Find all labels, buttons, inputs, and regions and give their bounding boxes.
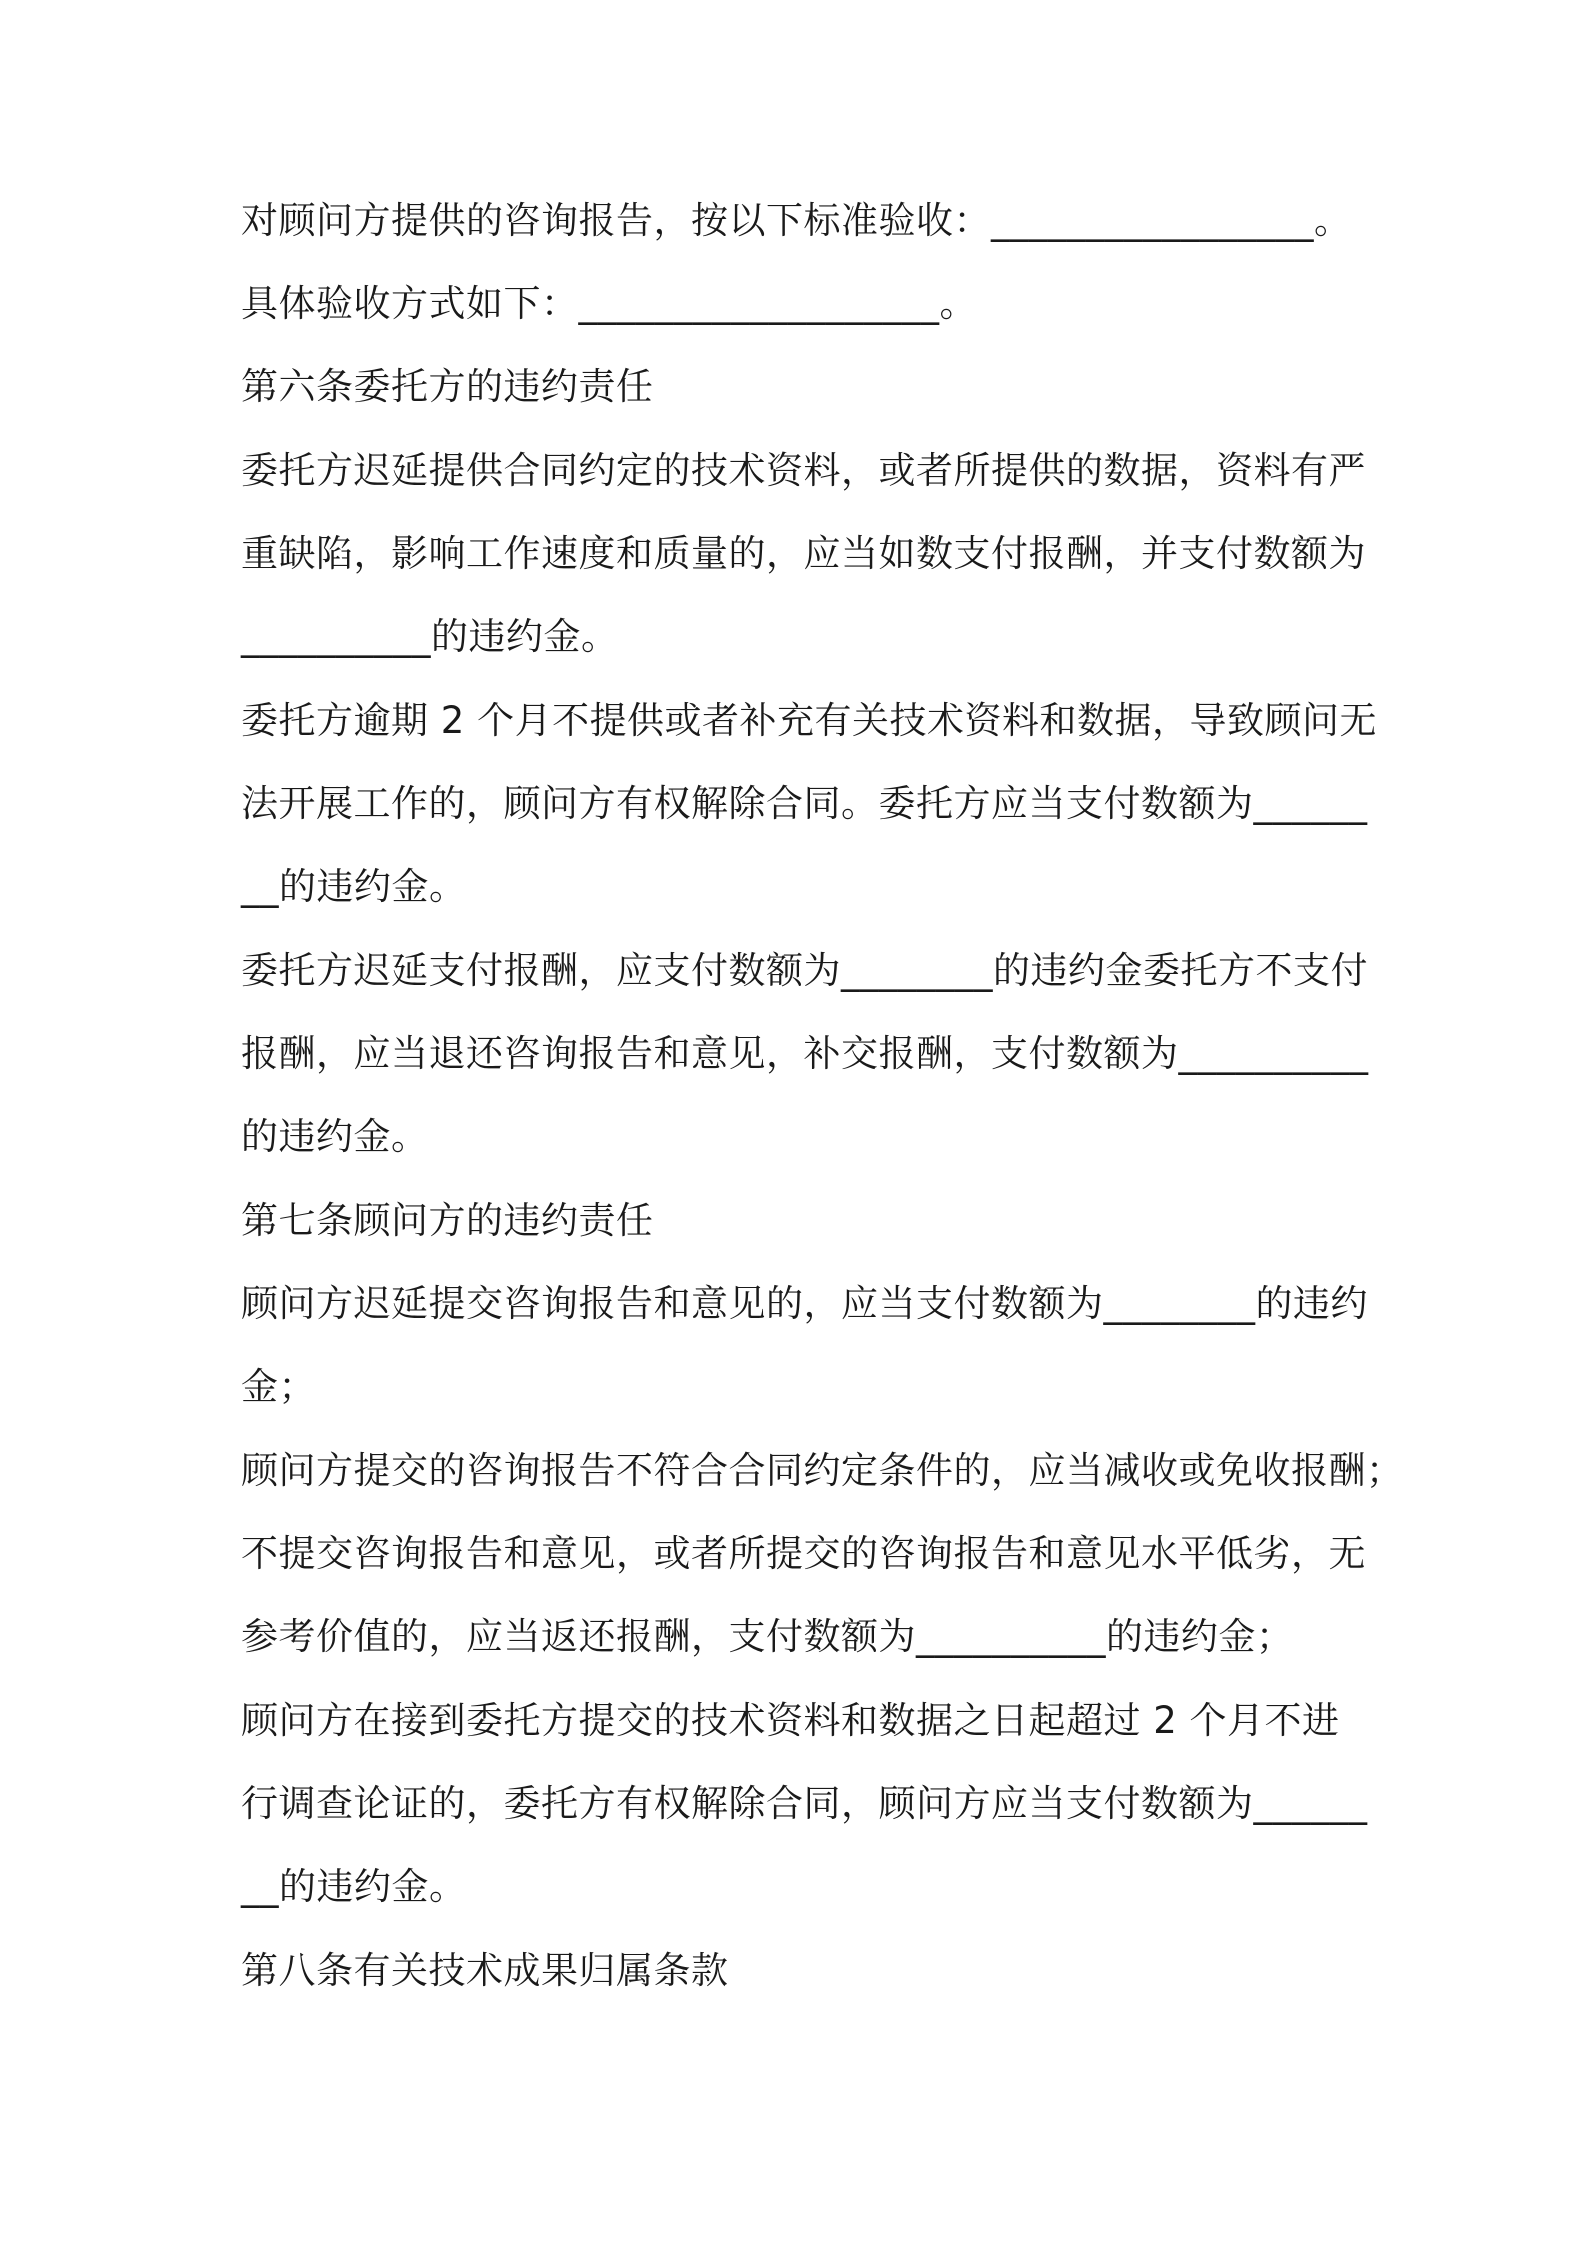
text-line: 金； [241,1365,316,1408]
text-line: 顾问方在接到委托方提交的技术资料和数据之日起超过 2 个月不进 [241,1699,1340,1742]
text-line: __的违约金。 [241,1865,467,1908]
text-line: 的违约金。 [241,1115,429,1158]
text-line: 委托方迟延支付报酬，应支付数额为________的违约金委托方不支付 [241,949,1368,992]
text-line: 顾问方提交的咨询报告不符合合同约定条件的，应当减收或免收报酬； [241,1449,1404,1492]
text-line: 对顾问方提供的咨询报告，按以下标准验收：_________________。 [241,199,1352,242]
text-line: 参考价值的，应当返还报酬，支付数额为__________的违约金； [241,1615,1294,1658]
text-line: __________的违约金。 [241,615,619,658]
text-line: __的违约金。 [241,865,467,908]
text-line: 重缺陷，影响工作速度和质量的，应当如数支付报酬，并支付数额为 [241,532,1366,575]
section-heading: 第八条有关技术成果归属条款 [241,1949,729,1992]
text-line: 不提交咨询报告和意见，或者所提交的咨询报告和意见水平低劣，无 [241,1532,1366,1575]
text-line: 行调查论证的，委托方有权解除合同，顾问方应当支付数额为______ [241,1782,1368,1825]
text-line: 具体验收方式如下：___________________。 [241,282,977,325]
section-heading: 第七条顾问方的违约责任 [241,1199,654,1242]
text-line: 委托方逾期 2 个月不提供或者补充有关技术资料和数据，导致顾问无 [241,699,1378,742]
text-line: 委托方迟延提供合同约定的技术资料，或者所提供的数据，资料有严 [241,449,1366,492]
text-line: 报酬，应当退还咨询报告和意见，补交报酬，支付数额为__________ [241,1032,1369,1075]
text-line: 顾问方迟延提交咨询报告和意见的，应当支付数额为________的违约 [241,1282,1368,1325]
section-heading: 第六条委托方的违约责任 [241,365,654,408]
text-line: 法开展工作的，顾问方有权解除合同。委托方应当支付数额为______ [241,782,1368,825]
